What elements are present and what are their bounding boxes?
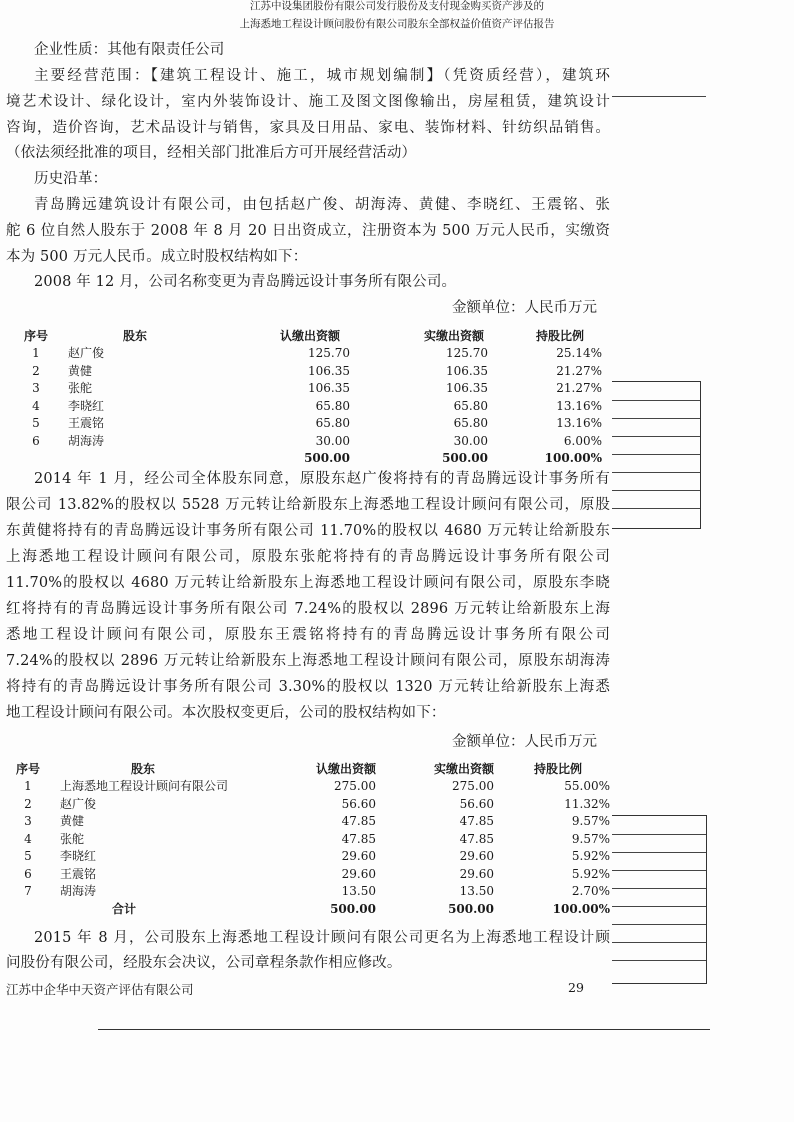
table-total-row bbox=[12, 450, 602, 468]
bleed-through-box bbox=[612, 381, 701, 529]
row-index: 6 bbox=[32, 433, 40, 448]
shareholder-name: 黄健 bbox=[68, 363, 93, 378]
bleed-through-line bbox=[612, 96, 706, 97]
row-index: 1 bbox=[32, 346, 40, 360]
paid-capital: 29.60 bbox=[459, 849, 494, 863]
shareholder-name: 张舵 bbox=[60, 831, 85, 846]
share-ratio: 9.57% bbox=[571, 831, 610, 846]
enterprise-nature: 企业性质：其他有限责任公司 bbox=[34, 42, 225, 58]
transfer-paragraph-line: 上海悉地工程设计顾问有限公司，原股东张舵将持有的青岛腾远设计事务所有限公司 bbox=[6, 549, 610, 565]
bleed-through-line bbox=[612, 436, 700, 437]
table-total-row bbox=[6, 901, 610, 919]
paid-capital: 65.80 bbox=[453, 398, 488, 413]
table-row bbox=[6, 848, 610, 866]
row-index: 1 bbox=[24, 779, 32, 793]
col-header: 股东 bbox=[122, 328, 147, 343]
shareholder-name: 赵广俊 bbox=[68, 346, 105, 360]
bleed-through-box bbox=[612, 815, 707, 984]
table-row bbox=[6, 813, 610, 831]
rename-paragraph-line: 2015 年 8 月，公司股东上海悉地工程设计顾问有限公司更名为上海悉地工程设计顾 bbox=[34, 930, 610, 946]
table-row bbox=[6, 778, 610, 796]
table-row bbox=[12, 345, 602, 363]
row-index: 5 bbox=[24, 849, 32, 863]
col-header: 股东 bbox=[130, 761, 155, 776]
total-ratio: 100.00% bbox=[552, 901, 610, 916]
share-ratio: 21.27% bbox=[556, 363, 602, 378]
rename-paragraph-line: 问股份有限公司，经股东会决议，公司章程条款作相应修改。 bbox=[6, 955, 402, 971]
history-paragraph-line: 舵 6 位自然人股东于 2008 年 8 月 20 日出资成立，注册资本为 500 万元人民币，实缴资 bbox=[6, 223, 610, 239]
col-header: 认缴出资额 bbox=[279, 328, 340, 343]
row-index: 2 bbox=[24, 796, 32, 811]
business-scope-line: 咨询，造价咨询，艺术品设计与销售，家具及日用品、家电、装饰材料、针纺织品销售。 bbox=[6, 120, 610, 136]
transfer-paragraph-line: 地工程设计顾问有限公司。本次股权变更后，公司的股权结构如下： bbox=[6, 705, 446, 721]
transfer-paragraph-line: 悉地工程设计顾问有限公司，原股东王震铭将持有的青岛腾远设计事务所有限公司 bbox=[6, 627, 610, 643]
footer-rule bbox=[98, 1029, 710, 1030]
equity-table-2014 bbox=[6, 758, 610, 918]
share-ratio: 13.16% bbox=[556, 416, 602, 430]
share-ratio: 55.00% bbox=[564, 779, 610, 793]
bleed-through-line bbox=[612, 472, 700, 473]
subscribed-capital: 13.50 bbox=[341, 884, 376, 898]
subscribed-capital: 29.60 bbox=[341, 866, 376, 881]
total-subscribed: 500.00 bbox=[330, 901, 376, 916]
row-index: 5 bbox=[32, 416, 40, 430]
transfer-paragraph-line: 红将持有的青岛腾远设计事务所有限公司 7.24%的股权以 2896 万元转让给新股东上海 bbox=[6, 601, 610, 617]
business-scope-line: （依法须经批准的项目，经相关部门批准后方可开展经营活动） bbox=[6, 145, 417, 161]
share-ratio: 25.14% bbox=[556, 346, 602, 360]
shareholder-name: 胡海涛 bbox=[60, 884, 97, 898]
subscribed-capital: 65.80 bbox=[315, 398, 350, 413]
total-paid: 500.00 bbox=[442, 451, 488, 465]
paid-capital: 56.60 bbox=[459, 796, 494, 811]
table-row bbox=[12, 398, 602, 416]
shareholder-name: 王震铭 bbox=[60, 866, 97, 881]
bleed-through-line bbox=[612, 418, 700, 419]
bleed-through-line bbox=[612, 960, 706, 961]
table-header-row bbox=[12, 325, 602, 345]
bleed-through-line bbox=[612, 906, 706, 907]
transfer-paragraph-line: 东黄健将持有的青岛腾远设计事务所有限公司 11.70%的股权以 4680 万元转让给新股东 bbox=[6, 523, 610, 539]
subscribed-capital: 65.80 bbox=[315, 416, 350, 430]
bleed-through-line bbox=[612, 888, 706, 889]
history-paragraph-line: 2008 年 12 月，公司名称变更为青岛腾远设计事务所有限公司。 bbox=[34, 274, 457, 290]
table-row bbox=[12, 415, 602, 433]
bleed-through-line bbox=[612, 870, 706, 871]
row-index: 7 bbox=[24, 884, 32, 898]
paid-capital: 47.85 bbox=[459, 814, 494, 828]
paid-capital: 47.85 bbox=[459, 831, 494, 846]
col-header: 持股比例 bbox=[535, 328, 584, 343]
paid-capital: 275.00 bbox=[452, 779, 494, 793]
col-header: 认缴出资额 bbox=[315, 761, 376, 776]
paid-capital: 125.70 bbox=[446, 346, 488, 360]
bleed-through-line bbox=[612, 508, 700, 509]
table-row bbox=[12, 363, 602, 381]
table-row bbox=[12, 380, 602, 398]
subscribed-capital: 29.60 bbox=[341, 849, 376, 863]
col-header: 序号 bbox=[15, 761, 40, 776]
col-header: 实缴出资额 bbox=[433, 761, 494, 776]
share-ratio: 11.32% bbox=[564, 796, 610, 811]
total-subscribed: 500.00 bbox=[304, 451, 350, 465]
shareholder-name: 赵广俊 bbox=[60, 796, 97, 811]
bleed-through-line bbox=[612, 834, 706, 835]
share-ratio: 5.92% bbox=[571, 849, 610, 863]
subscribed-capital: 47.85 bbox=[341, 814, 376, 828]
business-scope-line: 主要经营范围：【建筑工程设计、施工，城市规划编制】（凭资质经营），建筑环 bbox=[34, 68, 610, 84]
subscribed-capital: 106.35 bbox=[308, 381, 350, 395]
page-number: 29 bbox=[568, 980, 584, 995]
amount-unit-label: 金额单位：人民币万元 bbox=[452, 734, 597, 750]
footer-company: 江苏中企华中天资产评估有限公司 bbox=[6, 982, 194, 997]
transfer-paragraph-line: 限公司 13.82%的股权以 5528 万元转让给新股东上海悉地工程设计顾问有限公司，原股 bbox=[6, 497, 610, 513]
col-header: 持股比例 bbox=[533, 761, 582, 776]
total-ratio: 100.00% bbox=[544, 451, 602, 465]
row-index: 3 bbox=[24, 814, 32, 828]
report-header-line1: 江苏中设集团股份有限公司发行股份及支付现金购买资产涉及的 bbox=[250, 0, 544, 12]
subscribed-capital: 125.70 bbox=[308, 346, 350, 360]
share-ratio: 5.92% bbox=[571, 866, 610, 881]
bleed-through-line bbox=[612, 400, 700, 401]
total-paid: 500.00 bbox=[448, 901, 494, 916]
shareholder-name: 王震铭 bbox=[68, 416, 105, 430]
bleed-through-line bbox=[612, 490, 700, 491]
col-header: 序号 bbox=[23, 328, 48, 343]
shareholder-name: 黄健 bbox=[60, 814, 85, 828]
transfer-paragraph-line: 将持有的青岛腾远设计事务所有限公司 3.30%的股权以 1320 万元转让给新股东上海悉 bbox=[6, 679, 610, 695]
bleed-through-line bbox=[612, 454, 700, 455]
shareholder-name: 张舵 bbox=[68, 381, 93, 395]
shareholder-name: 胡海涛 bbox=[68, 433, 105, 448]
row-index: 3 bbox=[32, 381, 40, 395]
table-row bbox=[6, 831, 610, 849]
table-header-row bbox=[6, 758, 610, 778]
bleed-through-line bbox=[612, 924, 706, 925]
transfer-paragraph-line: 2014 年 1 月，经公司全体股东同意，原股东赵广俊将持有的青岛腾远设计事务所有 bbox=[34, 471, 610, 487]
table-row bbox=[6, 866, 610, 884]
total-label: 合计 bbox=[112, 901, 137, 916]
shareholder-name: 李晓红 bbox=[60, 849, 97, 863]
subscribed-capital: 106.35 bbox=[308, 363, 350, 378]
share-ratio: 6.00% bbox=[563, 433, 602, 448]
report-header-line2: 上海悉地工程设计顾问股份有限公司股东全部权益价值资产评估报告 bbox=[239, 18, 555, 30]
transfer-paragraph-line: 11.70%的股权以 4680 万元转让给新股东上海悉地工程设计顾问有限公司，原股东李晓 bbox=[6, 575, 610, 591]
subscribed-capital: 47.85 bbox=[341, 831, 376, 846]
table-row bbox=[6, 883, 610, 901]
row-index: 6 bbox=[24, 866, 32, 881]
share-ratio: 21.27% bbox=[556, 381, 602, 395]
bleed-through-line bbox=[612, 942, 706, 943]
col-header: 实缴出资额 bbox=[423, 328, 484, 343]
paid-capital: 106.35 bbox=[446, 363, 488, 378]
history-paragraph-line: 青岛腾远建筑设计有限公司，由包括赵广俊、胡海涛、黄健、李晓红、王震铭、张 bbox=[34, 197, 610, 213]
paid-capital: 13.50 bbox=[459, 884, 494, 898]
share-ratio: 2.70% bbox=[571, 884, 610, 898]
history-paragraph-line: 本为 500 万元人民币。成立时股权结构如下： bbox=[6, 249, 308, 265]
row-index: 4 bbox=[32, 398, 40, 413]
table-row bbox=[6, 796, 610, 814]
share-ratio: 13.16% bbox=[556, 398, 602, 413]
subscribed-capital: 56.60 bbox=[341, 796, 376, 811]
shareholder-name: 上海悉地工程设计顾问有限公司 bbox=[60, 779, 229, 793]
equity-table-2008 bbox=[12, 325, 602, 468]
shareholder-name: 李晓红 bbox=[68, 398, 105, 413]
table-row bbox=[12, 433, 602, 451]
paid-capital: 30.00 bbox=[453, 433, 488, 448]
row-index: 4 bbox=[24, 831, 32, 846]
amount-unit-label: 金额单位：人民币万元 bbox=[452, 300, 597, 316]
paid-capital: 106.35 bbox=[446, 381, 488, 395]
paid-capital: 29.60 bbox=[459, 866, 494, 881]
bleed-through-line bbox=[612, 852, 706, 853]
history-heading: 历史沿革： bbox=[34, 171, 108, 187]
business-scope-line: 境艺术设计、绿化设计，室内外装饰设计、施工及图文图像输出，房屋租赁，建筑设计 bbox=[6, 94, 610, 110]
subscribed-capital: 275.00 bbox=[334, 779, 376, 793]
row-index: 2 bbox=[32, 363, 40, 378]
paid-capital: 65.80 bbox=[453, 416, 488, 430]
transfer-paragraph-line: 7.24%的股权以 2896 万元转让给新股东上海悉地工程设计顾问有限公司，原股东胡海涛 bbox=[6, 653, 610, 669]
subscribed-capital: 30.00 bbox=[315, 433, 350, 448]
share-ratio: 9.57% bbox=[571, 814, 610, 828]
